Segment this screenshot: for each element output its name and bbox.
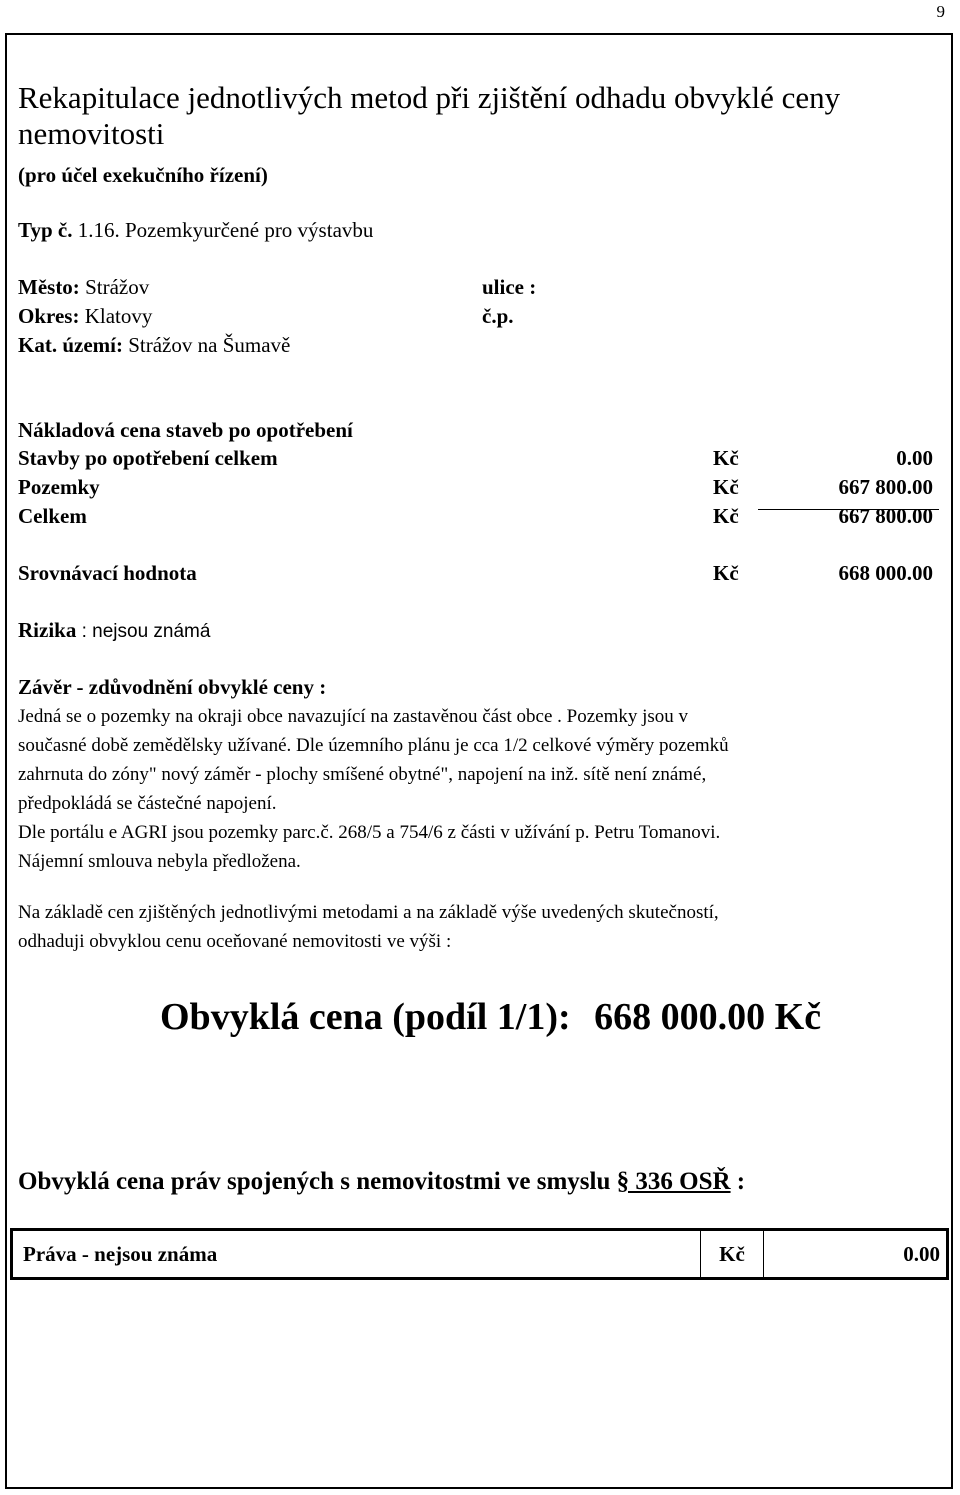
cost-row-label: Celkem [18,504,87,528]
risks-label: Rizika [18,618,77,642]
comparison-currency: Kč [713,561,739,585]
rights-table [10,1228,949,1280]
mesto-value: Strážov [85,275,150,299]
final-price-value: 668 000.00 Kč [594,996,822,1038]
mesto-label: Město: [18,275,80,299]
final-price-label: Obvyklá cena (podíl 1/1): [160,996,571,1038]
document-title: Rekapitulace jednotlivých metod při zjištění odhadu obvyklé ceny nemovitosti [18,80,841,151]
document-subtitle: (pro účel exekučního řízení) [18,163,268,187]
risks-value: : nejsou známá [81,621,211,642]
cost-row-currency: Kč [713,504,739,528]
cp-label: č.p. [482,304,514,328]
cost-row-label: Pozemky [18,475,100,499]
mesto-line [18,275,149,300]
cost-heading: Nákladová cena staveb po opotřebení [18,418,353,442]
conclusion-line: současné době zemědělsky užívané. Dle územního plánu je cca 1/2 celkové výměry pozemků [18,735,729,756]
kat-label: Kat. území: [18,333,123,357]
basis-line: odhaduji obvyklou cenu oceňované nemovitosti ve výši : [18,931,452,952]
conclusion-line: Nájemní smlouva nebyla předložena. [18,851,301,872]
okres-label: Okres: [18,304,80,328]
conclusion-line: Jedná se o pozemky na okraji obce navazující na zastavěnou část obce . Pozemky jsou v [18,706,689,727]
property-type-label: Typ č. [18,218,73,242]
page-number: 9 [936,2,945,21]
risks-line [18,618,210,643]
rights-currency: Kč [701,1231,764,1277]
conclusion-heading: Závěr - zdůvodnění obvyklé ceny : [18,675,327,699]
kat-line [18,333,290,358]
cost-row-currency: Kč [713,446,739,470]
conclusion-line: zahrnuta do zóny" nový záměr - plochy smíšené obytné", napojení na inž. sítě není známé, [18,764,707,785]
conclusion-line: Dle portálu e AGRI jsou pozemky parc.č. 268/5 a 754/6 z části v užívání p. Petru Tomanovi. [18,822,721,843]
rights-heading-law: § 336 OSŘ [616,1168,731,1195]
cost-row-value: 667 800.00 [838,475,933,499]
cost-row-currency: Kč [713,475,739,499]
comparison-label: Srovnávací hodnota [18,561,197,585]
okres-line [18,304,152,329]
rights-heading-text: Obvyklá cena práv spojených s nemovitostmi ve smyslu [18,1168,617,1195]
kat-value: Strážov na Šumavě [128,333,291,357]
cost-row-label: Stavby po opotřebení celkem [18,446,278,470]
final-price [160,995,821,1039]
basis-text [18,898,948,956]
ulice-label: ulice : [482,275,537,299]
cost-row-value: 0.00 [896,446,933,470]
okres-value: Klatovy [84,304,153,328]
rights-label: Práva - nejsou známa [13,1231,701,1277]
basis-line: Na základě cen zjištěných jednotlivými metodami a na základě výše uvedených skutečností, [18,902,719,923]
property-type-value: 1.16. Pozemkyurčené pro výstavbu [77,218,374,242]
rights-value: 0.00 [903,1241,940,1266]
conclusion-line: předpokládá se částečné napojení. [18,793,277,814]
property-type [18,218,373,243]
comparison-value: 668 000.00 [838,561,933,585]
rights-heading-suffix: : [730,1168,746,1195]
conclusion-text [18,702,948,876]
rights-heading [18,1168,745,1196]
cost-row-value: 667 800.00 [838,504,933,528]
